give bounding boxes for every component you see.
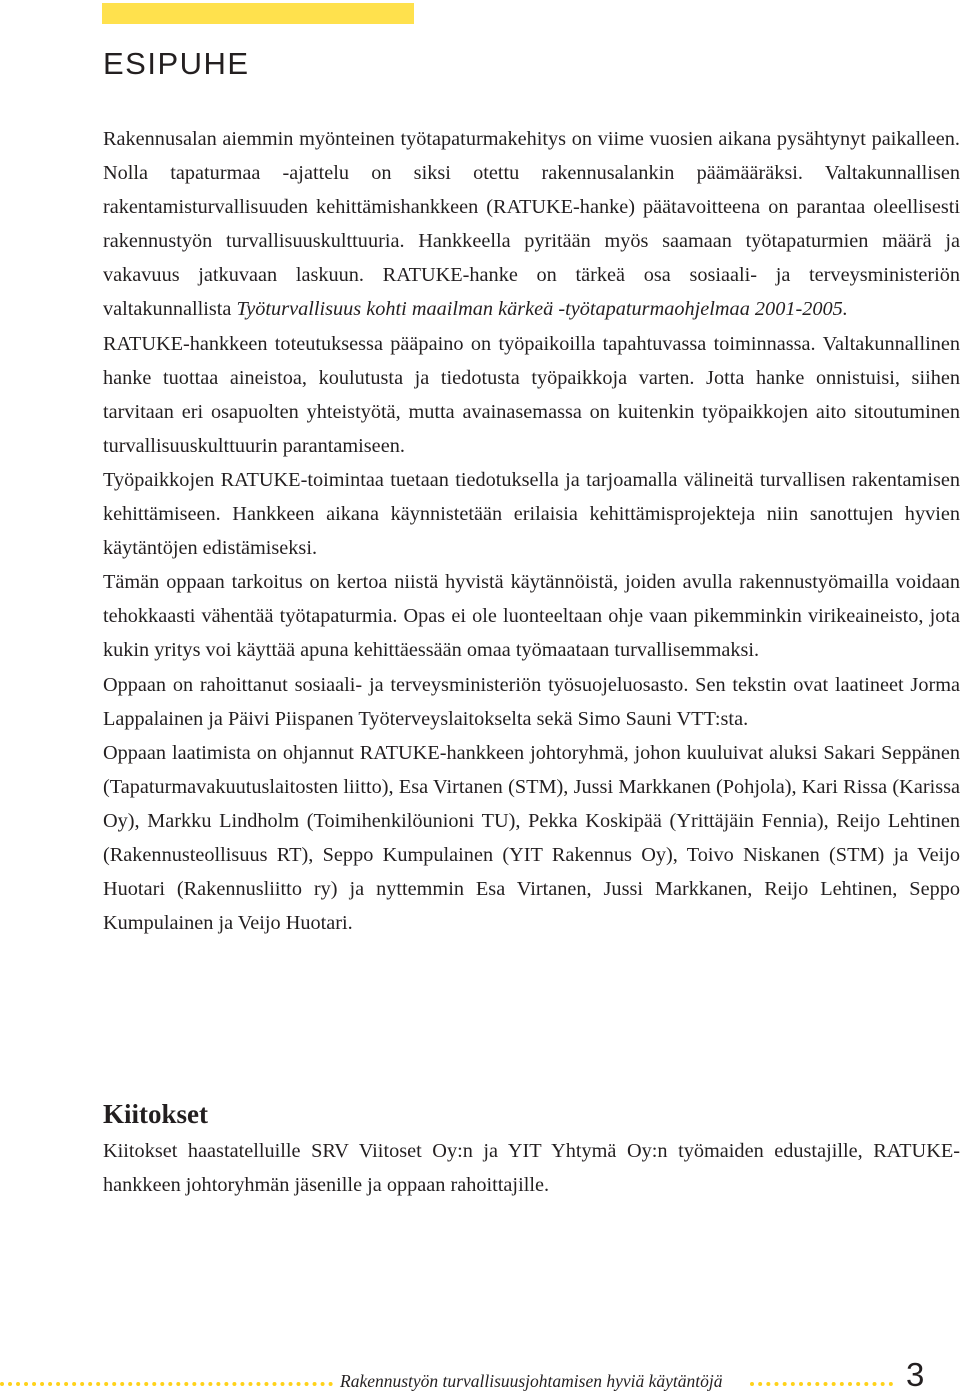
paragraph-funding: Oppaan on rahoittanut sosiaali- ja terveysministeriön työsuojeluosasto. Sen tekstin ovat laatineet Jorma Lappalainen ja Päivi Piispanen Työterveyslaitokselta sekä Simo Sauni VTT:sta. [103, 673, 960, 730]
paragraph-support: Työpaikkojen RATUKE-toimintaa tuetaan tiedotuksella ja tarjoamalla välineitä turvallisen rakentamisen kehittämiseen. Hankkeen aikana käynnistetään erilaisia kehittämisprojekteja niin sanottujen hyvien käytäntöjen edistämiseksi. [103, 468, 960, 560]
acknowledgements-heading: Kiitokset [103, 1099, 208, 1129]
header-accent-bar [102, 3, 414, 24]
paragraph-intro-text: Rakennusalan aiemmin myönteinen työtapaturmakehitys on viime vuosien aikana pysähtynyt paikalleen. Nolla tapaturmaa -ajattelu on siksi otettu rakennusalankin päämääräksi. Valtakunnallisen rakentamisturvallisuuden kehittämishankkeen (RATUKE-hanke) päätavoitteena on parantaa oleellisesti rakennustyön turvallisuuskulttuuria. Hankkeella pyritään myös saamaan työtapaturmien määrä ja vakavuus jatkuvaan laskuun. RATUKE-hanke on tärkeä osa sosiaali- ja terveysministeriön valtakunnallista [103, 128, 960, 321]
paragraph-implementation: RATUKE-hankkeen toteutuksessa pääpaino on työpaikoilla tapahtuvassa toiminnassa. Valtakunnallinen hanke tuottaa aineistoa, koulutusta ja tiedotusta työpaikkoja varten. Jotta hanke onnistuisi, siihen tarvitaan eri osapuolten yhteistyötä, mutta avainasemassa on kuitenkin työpaikkojen aito sitoutuminen turvallisuuskulttuurin parantamiseen. [103, 332, 960, 457]
paragraph-steering-group: Oppaan laatimista on ohjannut RATUKE-hankkeen johtoryhmä, johon kuuluivat aluksi Sakari Seppänen (Tapaturmavakuutuslaitosten liitto), Esa Virtanen (STM), Jussi Markkanen (Pohjola), Kari Rissa (Karissa Oy), Markku Lindholm (Toimihenkilöunioni TU), Pekka Koskipää (Yrittäjäin Fennia), Reijo Lehtinen (Rakennusteollisuus RT), Seppo Kumpulainen (YIT Rakennus Oy), Toivo Niskanen (STM) ja Veijo Huotari (Rakennusliitto ry) ja nyttemmin Esa Virtanen, Jussi Markkanen, Reijo Lehtinen, Seppo Kumpulainen ja Veijo Huotari. [103, 741, 960, 935]
page-title: ESIPUHE [103, 46, 250, 81]
footer-dotted-rule-right [750, 1382, 893, 1386]
program-title: Työturvallisuus kohti maailman kärkeä -työtapaturmaohjelmaa 2001-2005. [236, 298, 848, 321]
footer-dotted-rule-left [0, 1382, 333, 1386]
acknowledgements-text: Kiitokset haastatelluille SRV Viitoset Oy:n ja YIT Yhtymä Oy:n työmaiden edustajille, RATUKE-hankkeen johtoryhmän jäsenille ja oppaan rahoittajille. [103, 1140, 960, 1197]
page-number: 3 [906, 1356, 925, 1393]
paragraph-intro [103, 122, 960, 327]
paragraph-purpose: Tämän oppaan tarkoitus on kertoa niistä hyvistä käytännöistä, joiden avulla rakennustyömailla voidaan tehokkaasti vähentää työtapaturmia. Opas ei ole luonteeltaan ohje vaan pikemminkin virikeaineisto, jota kukin yritys voi käyttää apuna kehittäessään omaa työmaataan turvallisemmaksi. [103, 571, 960, 662]
foreword-body [103, 122, 960, 940]
footer-publication-title: Rakennustyön turvallisuusjohtamisen hyviä käytäntöjä [340, 1371, 723, 1391]
